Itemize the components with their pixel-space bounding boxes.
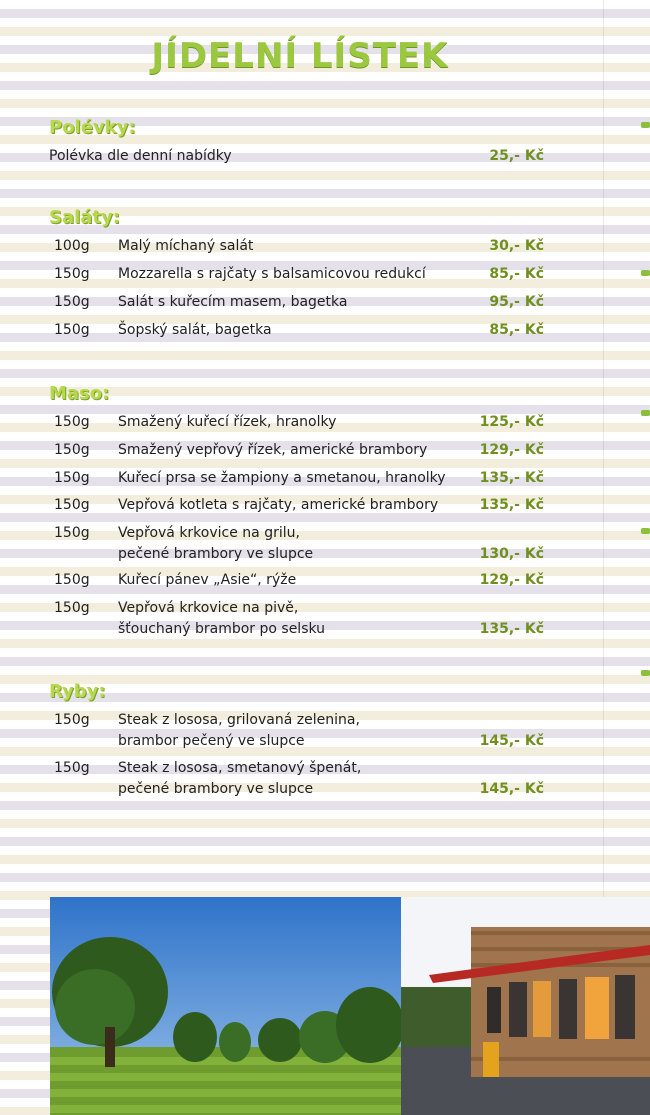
item-weight: 150g	[54, 470, 90, 486]
item-price: 125,- Kč	[479, 414, 544, 430]
item-name: Salát s kuřecím masem, bagetka	[118, 294, 348, 310]
section-title: Maso:	[49, 383, 110, 404]
item-name-line: brambor pečený ve slupce	[118, 733, 305, 749]
item-name: Kuřecí prsa se žampiony a smetanou, hranolky	[118, 470, 446, 486]
edge-mark	[641, 410, 650, 416]
section-title: Ryby:	[49, 681, 106, 702]
item-price: 145,- Kč	[479, 781, 544, 797]
item-weight: 150g	[54, 294, 90, 310]
item-weight: 150g	[54, 266, 90, 282]
photo-strip	[50, 897, 650, 1115]
item-price: 25,- Kč	[489, 148, 544, 164]
item-price: 129,- Kč	[479, 442, 544, 458]
section-title: Polévky:	[49, 117, 136, 138]
item-price: 85,- Kč	[489, 266, 544, 282]
item-weight: 150g	[54, 712, 90, 728]
item-price: 129,- Kč	[479, 572, 544, 588]
item-weight: 100g	[54, 238, 90, 254]
item-name-line: šťouchaný brambor po selsku	[118, 621, 326, 637]
item-price: 145,- Kč	[479, 733, 544, 749]
item-price: 135,- Kč	[479, 621, 544, 637]
item-price: 135,- Kč	[479, 470, 544, 486]
item-weight: 150g	[54, 525, 90, 541]
edge-mark	[641, 122, 650, 128]
item-price: 85,- Kč	[489, 322, 544, 338]
item-name: Polévka dle denní nabídky	[49, 148, 232, 164]
item-name: Smažený vepřový řízek, americké brambory	[118, 442, 428, 458]
item-price: 30,- Kč	[489, 238, 544, 254]
item-price: 95,- Kč	[489, 294, 544, 310]
edge-mark	[641, 270, 650, 276]
building-photo	[401, 897, 650, 1115]
item-name-line: Steak z lososa, smetanový špenát,	[118, 760, 362, 776]
item-name	[118, 598, 463, 640]
edge-mark	[641, 670, 650, 676]
item-name-line: pečené brambory ve slupce	[118, 546, 314, 562]
item-name: Smažený kuřecí řízek, hranolky	[118, 414, 337, 430]
item-weight: 150g	[54, 760, 90, 776]
item-weight: 150g	[54, 497, 90, 513]
section-title: Saláty:	[49, 207, 120, 228]
park-illustration	[50, 897, 401, 1115]
item-name: Vepřová kotleta s rajčaty, americké brambory	[118, 497, 439, 513]
item-price: 130,- Kč	[479, 546, 544, 562]
item-weight: 150g	[54, 414, 90, 430]
item-weight: 150g	[54, 600, 90, 616]
item-name-line: Vepřová krkovice na grilu,	[118, 525, 300, 541]
item-name	[118, 523, 463, 565]
item-name: Kuřecí pánev „Asie“, rýže	[118, 572, 297, 588]
item-name-line: pečené brambory ve slupce	[118, 781, 314, 797]
item-name: Mozzarella s rajčaty s balsamicovou redukcí	[118, 266, 426, 282]
item-weight: 150g	[54, 572, 90, 588]
item-name-line: Steak z lososa, grilovaná zelenina,	[118, 712, 360, 728]
item-name: Šopský salát, bagetka	[118, 322, 272, 338]
item-name: Malý míchaný salát	[118, 238, 254, 254]
edge-mark	[641, 528, 650, 534]
item-weight: 150g	[54, 442, 90, 458]
item-name	[118, 758, 463, 800]
pavilion-illustration	[401, 897, 650, 1115]
item-weight: 150g	[54, 322, 90, 338]
item-price: 135,- Kč	[479, 497, 544, 513]
park-photo	[50, 897, 401, 1115]
item-name	[118, 710, 463, 752]
menu-title: JÍDELNÍ LÍSTEK	[151, 36, 449, 76]
item-name-line: Vepřová krkovice na pivě,	[118, 600, 299, 616]
